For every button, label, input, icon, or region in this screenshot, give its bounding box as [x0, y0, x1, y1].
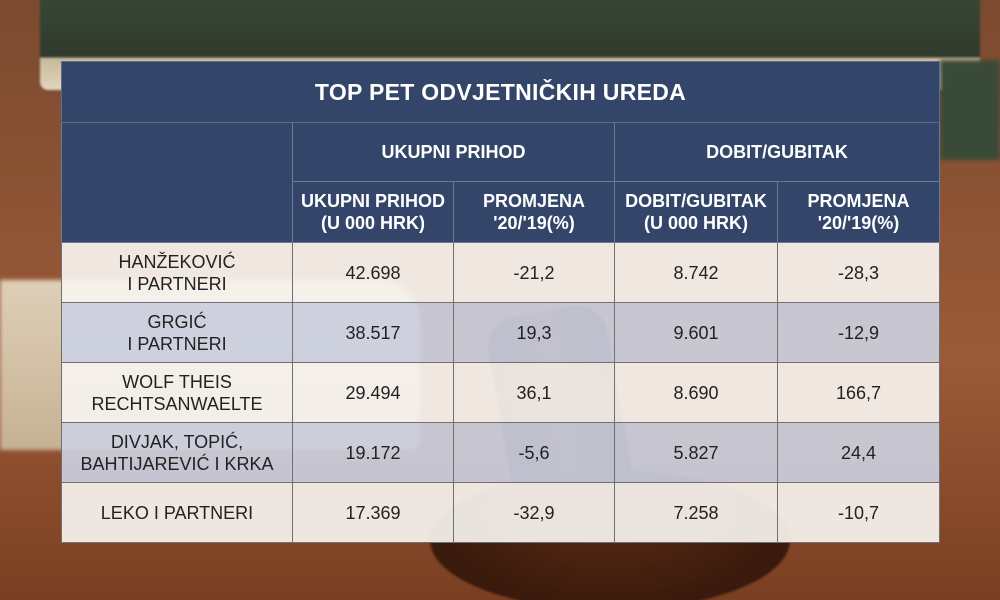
table-row: [62, 243, 940, 303]
prihod-promjena-cell: -5,6: [454, 423, 615, 483]
firm-name-line: BAHTIJAREVIĆ I KRKA: [80, 453, 274, 474]
firm-name-line: GRGIĆ: [147, 311, 207, 332]
dobit-cell: 8.690: [615, 363, 778, 423]
firm-name-cell: [62, 363, 293, 423]
firm-name-line: LEKO I PARTNERI: [100, 502, 254, 523]
subheader-line: '20/'19(%): [493, 213, 575, 233]
subheader-dobit: [615, 182, 778, 243]
subheader-line: UKUPNI PRIHOD: [300, 191, 445, 211]
table-row: [62, 363, 940, 423]
subheader-line: DOBIT/GUBITAK: [625, 191, 767, 211]
subheader-line: (U 000 HRK): [320, 213, 426, 233]
firm-name-line: I PARTNERI: [127, 333, 227, 354]
prihod-promjena-cell: 19,3: [454, 303, 615, 363]
dobit-promjena-cell: 24,4: [778, 423, 940, 483]
dobit-cell: 7.258: [615, 483, 778, 543]
prihod-cell: 17.369: [293, 483, 454, 543]
law-firms-table: [61, 61, 940, 543]
firm-name-cell: [62, 483, 293, 543]
table-row: [62, 423, 940, 483]
prihod-cell: 38.517: [293, 303, 454, 363]
dobit-cell: 8.742: [615, 243, 778, 303]
prihod-cell: 29.494: [293, 363, 454, 423]
subheader-line: PROMJENA: [807, 191, 910, 211]
prihod-cell: 42.698: [293, 243, 454, 303]
firm-name-line: DIVJAK, TOPIĆ,: [110, 431, 244, 452]
group-header-prihod: UKUPNI PRIHOD: [293, 123, 615, 182]
subheader-prihod-promjena: [454, 182, 615, 243]
subheader-line: '20/'19(%): [817, 213, 900, 233]
group-header-dobit: DOBIT/GUBITAK: [615, 123, 940, 182]
prihod-promjena-cell: -32,9: [454, 483, 615, 543]
prihod-promjena-cell: -21,2: [454, 243, 615, 303]
header-firm-name: [62, 123, 293, 243]
table-row: [62, 483, 940, 543]
book-decoration-right: [940, 60, 1000, 160]
dobit-cell: 5.827: [615, 423, 778, 483]
law-firms-table-container: [61, 61, 939, 543]
subheader-dobit-promjena: [778, 182, 940, 243]
subheader-line: (U 000 HRK): [643, 213, 749, 233]
dobit-promjena-cell: 166,7: [778, 363, 940, 423]
dobit-cell: 9.601: [615, 303, 778, 363]
subheader-prihod: [293, 182, 454, 243]
firm-name-cell: [62, 303, 293, 363]
table-title: TOP PET ODVJETNIČKIH UREDA: [62, 62, 940, 123]
firm-name-line: WOLF THEIS: [122, 371, 232, 392]
prihod-cell: 19.172: [293, 423, 454, 483]
prihod-promjena-cell: 36,1: [454, 363, 615, 423]
dobit-promjena-cell: -10,7: [778, 483, 940, 543]
firm-name-line: RECHTSANWAELTE: [91, 393, 263, 414]
firm-name-line: HANŽEKOVIĆ: [118, 251, 236, 272]
firm-name-cell: [62, 243, 293, 303]
table-row: [62, 303, 940, 363]
dobit-promjena-cell: -12,9: [778, 303, 940, 363]
firm-name-line: I PARTNERI: [127, 273, 227, 294]
subheader-line: PROMJENA: [482, 191, 585, 211]
firm-name-cell: [62, 423, 293, 483]
dobit-promjena-cell: -28,3: [778, 243, 940, 303]
